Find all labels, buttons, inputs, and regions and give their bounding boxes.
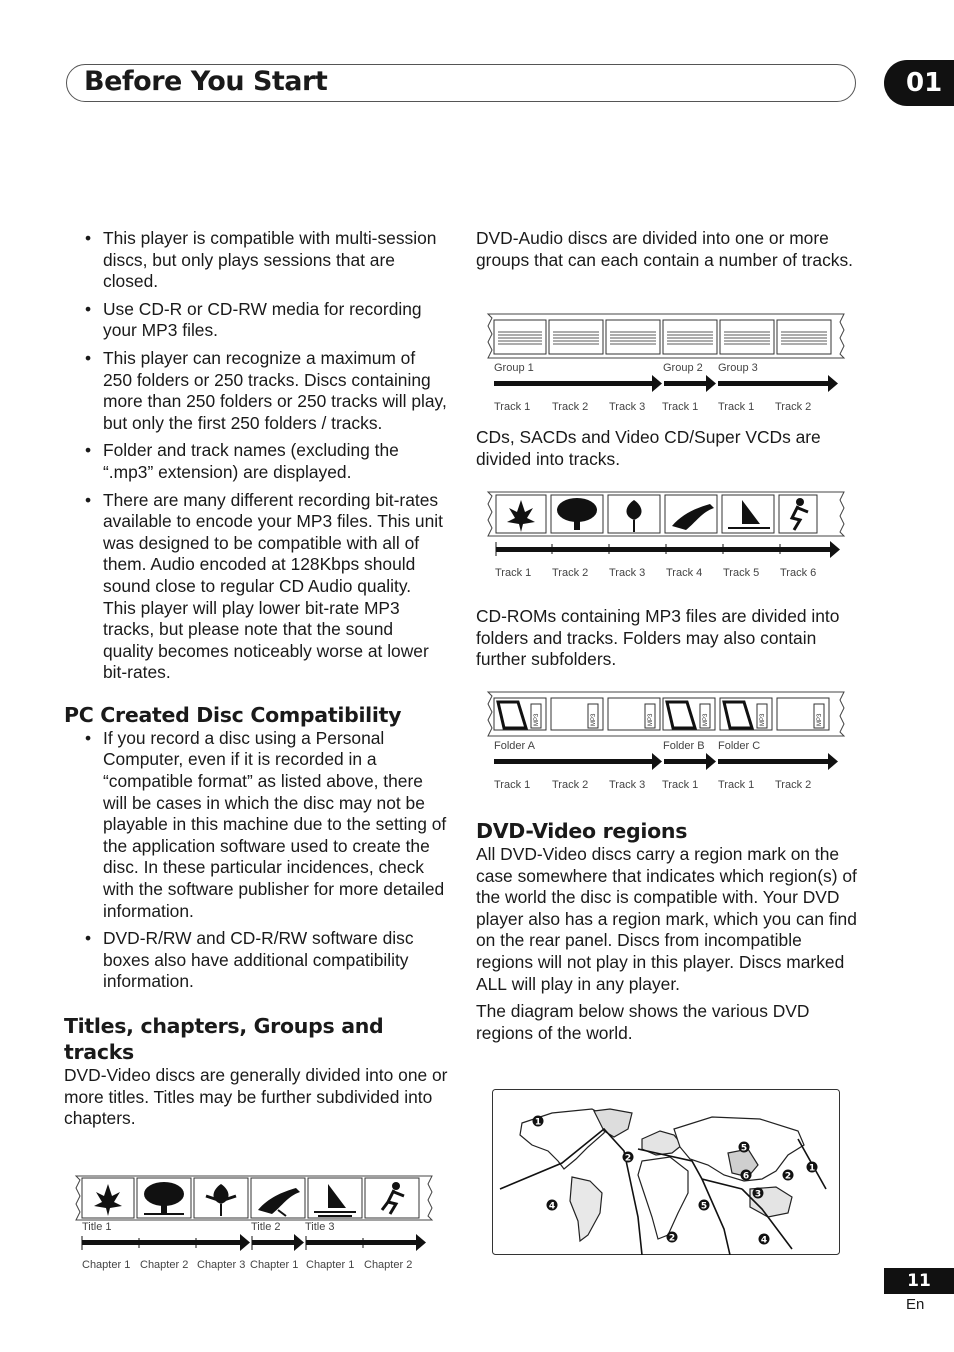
mp3-tag: MP3 [703, 713, 709, 726]
cd-paragraph: CDs, SACDs and Video CD/Super VCDs are divided into tracks. [476, 427, 821, 469]
track-label: Track 1 [718, 401, 755, 413]
pc-compat-list [64, 728, 448, 993]
titles-paragraph: DVD-Video discs are generally divided into one or more titles. Titles may be further subdivided into chapters. [64, 1065, 448, 1129]
page-title: Before You Start [84, 66, 328, 97]
region-map [492, 1089, 840, 1255]
regions-block [476, 818, 862, 1050]
strip-frames [82, 1178, 419, 1218]
chapter-label: Chapter 1 [306, 1259, 355, 1271]
flower-icon [206, 1184, 236, 1216]
track-label: Track 5 [723, 567, 760, 579]
mp3-tag: MP3 [817, 713, 823, 726]
track-label: Track 6 [780, 567, 817, 579]
track-label: Track 2 [552, 779, 589, 791]
groups-tracks-diagram [484, 310, 854, 415]
windsurf-icon [728, 500, 770, 528]
track-arrow [496, 541, 840, 558]
language-label: En [906, 1296, 925, 1313]
track-label: Track 1 [494, 779, 531, 791]
region-2-marker: 2 [784, 1171, 792, 1182]
skater-icon [792, 498, 808, 530]
folder-icon [667, 702, 695, 728]
tree-icon [557, 498, 597, 530]
folder-a-label: Folder A [494, 740, 535, 752]
track-label: Track 4 [666, 567, 703, 579]
track-label: Track 2 [552, 567, 589, 579]
region-2-marker: 2 [624, 1153, 632, 1164]
leaf-icon [94, 1184, 122, 1216]
list-item: • Folder and track names (excluding the “.mp3” extension) are displayed. [64, 440, 448, 483]
folders-tracks-svg [484, 688, 854, 793]
folders-tracks-diagram [484, 688, 854, 793]
chapter-label: Chapter 3 [197, 1259, 246, 1271]
regions-text-b: will play in any player. [506, 973, 680, 994]
regions-heading: DVD-Video regions [476, 819, 688, 843]
chapter-label: Chapter 2 [364, 1259, 413, 1271]
folder-arrows [494, 753, 838, 770]
cd-tracks-svg [484, 488, 854, 583]
track-label: Track 2 [775, 779, 812, 791]
region-5-marker: 5 [700, 1201, 708, 1212]
mp3-tag: MP3 [591, 713, 597, 726]
tree-icon [144, 1182, 184, 1214]
regions-paragraph [476, 844, 862, 995]
track-label: Track 3 [609, 779, 646, 791]
track-label: Track 3 [609, 567, 646, 579]
diagram-paragraph: The diagram below shows the various DVD regions of the world. [476, 1001, 810, 1043]
windsurf-icon [314, 1184, 356, 1216]
list-item: • DVD-R/RW and CD-R/RW software disc boxes also have additional compatibility information. [64, 928, 448, 993]
regions-text-all: ALL [476, 973, 507, 994]
region-6-marker: 6 [742, 1171, 750, 1182]
mp3-tag: MP3 [760, 713, 766, 726]
folder-c-label: Folder C [718, 740, 761, 752]
chapter-label: Chapter 1 [82, 1259, 131, 1271]
right-column [476, 228, 862, 277]
mp3-tag: MP3 [534, 713, 540, 726]
track-label: Track 2 [775, 401, 812, 413]
track-label: Track 1 [718, 779, 755, 791]
skater-icon [382, 1182, 404, 1214]
track-label: Track 1 [662, 401, 699, 413]
folder-b-label: Folder B [663, 740, 705, 752]
region-3-marker: 3 [754, 1189, 762, 1200]
bird-icon [258, 1188, 300, 1216]
chapter-label: Chapter 2 [140, 1259, 189, 1271]
cdrom-paragraph-block [476, 606, 860, 677]
music-score-frames [494, 320, 831, 354]
titles-chapters-svg [72, 1170, 442, 1275]
region-4-marker: 4 [548, 1201, 556, 1212]
group-2-label: Group 2 [663, 362, 703, 374]
region-4-marker: 4 [760, 1235, 768, 1246]
track-label: Track 1 [662, 779, 699, 791]
list-item: • There are many different recording bit-rates available to encode your MP3 files. This unit was designed to be compatible with all of them. Audio encoded at 128Kbps should sound close to regular CD Audio quality. This player will play lower bit-rate MP3 tracks, but please note that the sound quality becomes noticeably worse at lower bit-rates. [64, 490, 448, 684]
cd-paragraph-block [476, 427, 860, 476]
track-label: Track 1 [494, 401, 531, 413]
group-3-label: Group 3 [718, 362, 758, 374]
list-item: • Use CD-R or CD-RW media for recording your MP3 files. [64, 299, 448, 342]
groups-tracks-svg [484, 310, 854, 415]
track-label: Track 1 [495, 567, 532, 579]
titles-heading: Titles, chapters, Groups and tracks [64, 1014, 384, 1064]
dvd-audio-paragraph: DVD-Audio discs are divided into one or more groups that can each contain a number of tracks. [476, 228, 854, 270]
title-1-label: Title 1 [82, 1221, 112, 1233]
group-arrows [494, 375, 838, 392]
flower-icon [626, 500, 641, 532]
region-map-svg [492, 1089, 840, 1255]
file-frames [494, 698, 829, 730]
region-5-marker: 5 [740, 1143, 748, 1154]
list-item: • If you record a disc using a Personal Computer, even if it is recorded in a “compatible format” as listed above, there will be cases in which the disc may not be playable in this machine due to the setting of the application software used to create the disc. In these particular incidences, check with the software publisher for more detailed information. [64, 728, 448, 922]
track-label: Track 3 [609, 401, 646, 413]
chapter-tab: 01 [884, 60, 954, 106]
mp3-tag: MP3 [648, 713, 654, 726]
pc-compat-heading: PC Created Disc Compatibility [64, 702, 402, 727]
region-1-marker: 1 [534, 1117, 542, 1128]
bird-icon [672, 504, 714, 530]
folder-icon [724, 702, 752, 728]
title-arrows [82, 1234, 426, 1251]
titles-chapters-diagram [72, 1170, 442, 1275]
chapter-label: Chapter 1 [250, 1259, 299, 1271]
regions-text-a: All DVD-Video discs carry a region mark on the case somewhere that indicates which region(s) of the world the disc is compatible with. Your DVD player also has a region mark, which you can find on the rear panel. Discs from incompatible regions will not play in this player. Discs marked [476, 844, 857, 972]
title-3-label: Title 3 [305, 1221, 335, 1233]
track-label: Track 2 [552, 401, 589, 413]
folder-icon [498, 702, 526, 728]
region-1-marker: 1 [808, 1163, 816, 1174]
cd-tracks-diagram [484, 488, 854, 583]
leaf-icon [507, 500, 535, 532]
list-item: • This player can recognize a maximum of 250 folders or 250 tracks. Discs containing more than 250 folders or 250 tracks will play, but only the first 250 folders / tracks. [64, 348, 448, 434]
list-item: • This player is compatible with multi-session discs, but only plays sessions that are closed. [64, 228, 448, 293]
page-number: 11 [884, 1268, 954, 1294]
left-column [64, 228, 448, 1136]
mp3-file-icons [531, 704, 824, 728]
mp3-notes-list [64, 228, 448, 684]
cdrom-paragraph: CD-ROMs containing MP3 files are divided into folders and tracks. Folders may also contain further subfolders. [476, 606, 840, 670]
group-1-label: Group 1 [494, 362, 534, 374]
region-2-marker: 2 [668, 1233, 676, 1244]
title-2-label: Title 2 [251, 1221, 281, 1233]
